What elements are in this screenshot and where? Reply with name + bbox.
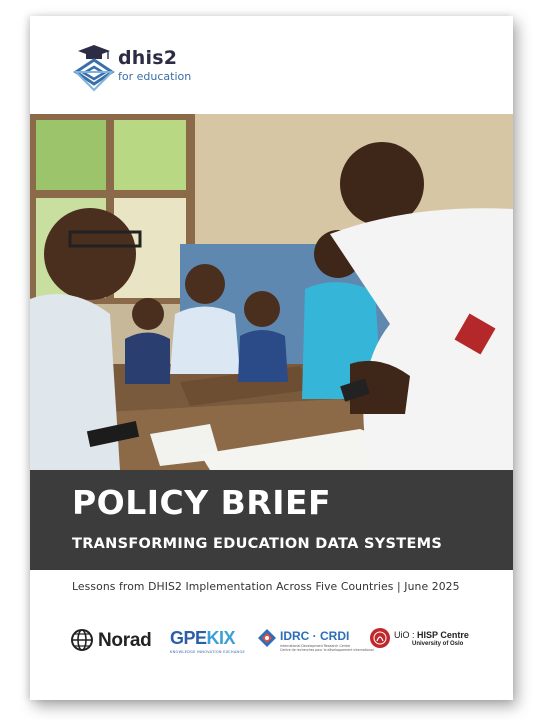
dhis2-education-logo bbox=[70, 42, 230, 92]
kix-name: KIX bbox=[206, 628, 236, 648]
title-band bbox=[30, 470, 513, 570]
dhis2-logo-icon bbox=[70, 42, 118, 92]
norad-logo bbox=[70, 626, 160, 656]
uio-hisp-logo bbox=[370, 626, 480, 656]
gpe-name: GPE bbox=[170, 628, 207, 648]
uio-hisp-name: UiO : HISP Centre bbox=[394, 630, 469, 640]
gpe-kix-wordmark bbox=[170, 628, 235, 649]
norad-globe-icon bbox=[70, 626, 94, 654]
classroom-photo-illustration bbox=[30, 114, 513, 470]
uio-subtitle: University of Oslo bbox=[412, 641, 464, 647]
gpe-kix-logo bbox=[170, 626, 250, 656]
idrc-crdi-logo bbox=[258, 626, 374, 656]
logo-subtitle: for education bbox=[118, 70, 192, 83]
page-subtitle: TRANSFORMING EDUCATION DATA SYSTEMS bbox=[72, 536, 443, 552]
policy-brief-cover bbox=[30, 16, 513, 700]
classroom-photo bbox=[30, 114, 513, 470]
norad-name: Norad bbox=[98, 630, 152, 651]
gpe-tagline: KNOWLEDGE INNOVATION EXCHANGE bbox=[170, 650, 245, 654]
lessons-line: Lessons from DHIS2 Implementation Across Five Countries | June 2025 bbox=[72, 580, 460, 593]
idrc-diamond-icon bbox=[258, 629, 276, 647]
idrc-tagline: International Development Research Centre Centre de recherches pour le développement international bbox=[280, 644, 374, 652]
idrc-name: IDRC · CRDI bbox=[280, 629, 350, 643]
logo-wordmark: dhis2 bbox=[118, 47, 178, 69]
page-title: POLICY BRIEF bbox=[72, 483, 332, 522]
uio-seal-icon bbox=[370, 628, 390, 648]
